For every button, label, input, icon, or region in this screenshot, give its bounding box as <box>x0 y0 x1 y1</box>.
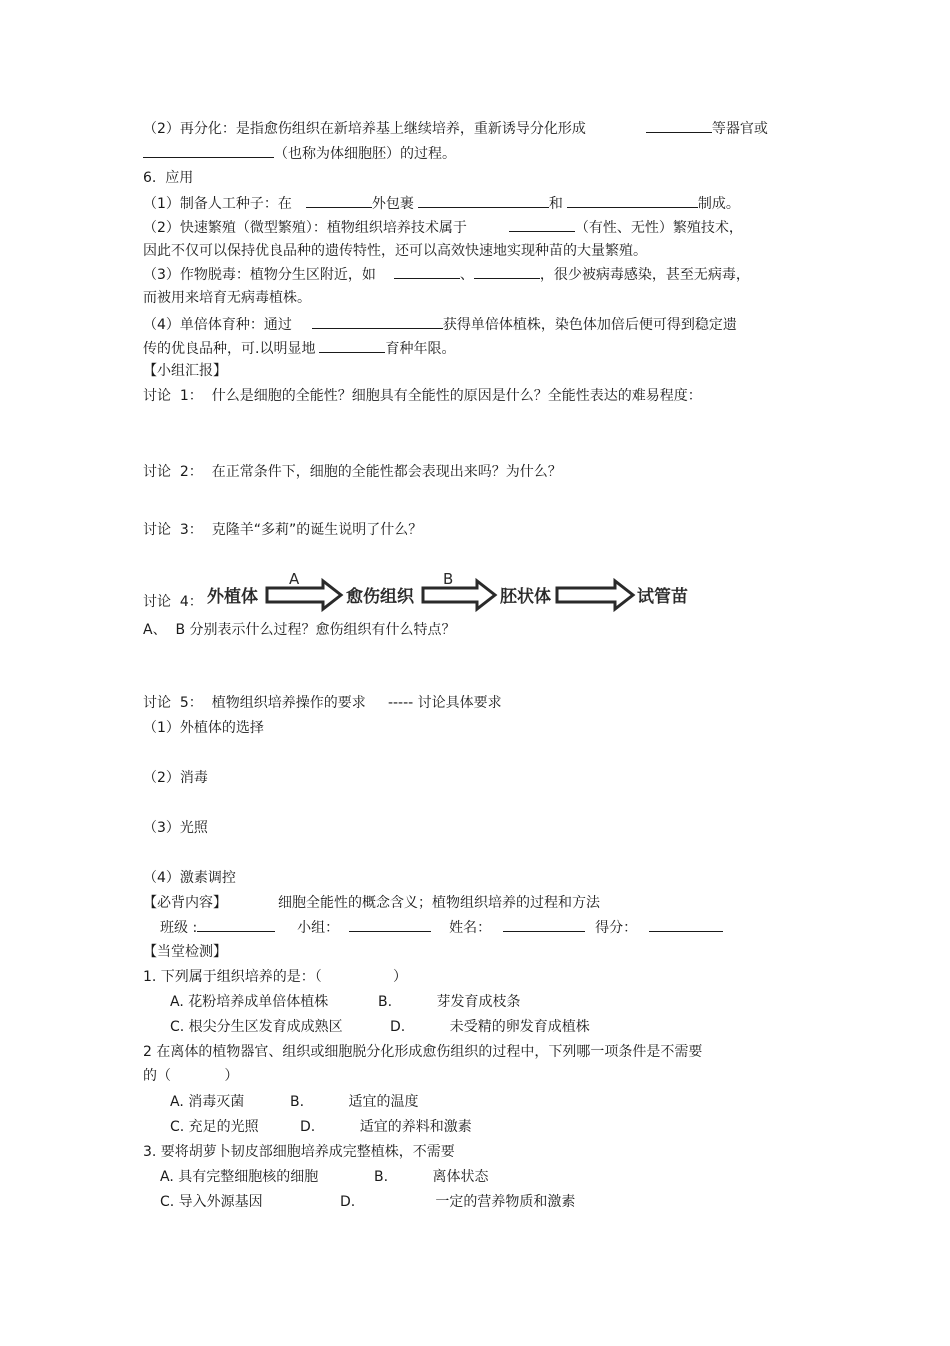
arrow-icon <box>557 581 633 609</box>
class-label: 班级 : <box>160 920 198 936</box>
text: （4）单倍体育种：通过 <box>143 317 292 333</box>
question-2-cont: 的（ ） <box>143 1068 239 1084</box>
fill-blank[interactable] <box>319 338 385 353</box>
option-c[interactable]: C. 充足的光照 <box>170 1119 259 1135</box>
arrow-b-label: B <box>443 570 454 588</box>
group-field[interactable] <box>349 917 431 932</box>
fill-blank[interactable] <box>418 193 549 208</box>
text: 育种年限。 <box>385 341 456 357</box>
text: 传的优良品种，可 <box>143 341 255 357</box>
name-field[interactable] <box>503 917 585 932</box>
application-item-4-cont <box>143 338 455 358</box>
question-1: 1. 下列属于组织培养的是：（ ） <box>143 969 408 985</box>
redifferentiation-line-2 <box>143 143 456 163</box>
text: 获得单倍体植株，染色体加倍后便可得到稳定遗 <box>442 317 737 333</box>
option-a[interactable]: A. 花粉培养成单倍体植株 <box>170 994 329 1010</box>
text: 、 <box>459 267 474 283</box>
fill-blank[interactable] <box>312 314 443 329</box>
text: （2）快速繁殖（微型繁殖）：植物组织培养技术属于 <box>143 220 467 236</box>
fill-blank[interactable] <box>509 217 575 232</box>
fill-blank[interactable] <box>474 264 540 279</box>
requirement-item: （1）外植体的选择 <box>143 720 264 736</box>
fill-blank[interactable] <box>306 193 372 208</box>
application-item-2-cont: 因此不仅可以保持优良品种的遗传特性，还可以高效快速地实现种苗的大量繁殖。 <box>143 243 647 259</box>
question-2: 2 在离体的植物器官、组织或细胞脱分化形成愈伤组织的过程中，下列哪一项条件是不需要 <box>143 1044 703 1060</box>
fill-blank[interactable] <box>143 143 274 158</box>
arrow-a-label: A <box>289 570 300 588</box>
class-field[interactable] <box>197 917 275 932</box>
option-c[interactable]: C. 根尖分生区发育成成熟区 <box>170 1019 343 1035</box>
stage-embryoid: 胚状体 <box>500 587 551 607</box>
arrow-a-icon <box>267 570 341 609</box>
text: ，很少被病毒感染，甚至无病毒， <box>539 267 750 283</box>
discussion-1: 讨论 1： 什么是细胞的全能性？细胞具有全能性的原因是什么？全能性表达的难易程度： <box>143 388 702 404</box>
text: （2）再分化：是指愈伤组织在新培养基上继续培养，重新诱导分化形成 <box>143 121 586 137</box>
section-heading: 6. 应用 <box>143 170 194 186</box>
application-item-3-cont: 而被用来培育无病毒植株。 <box>143 290 311 306</box>
stage-callus: 愈伤组织 <box>346 587 414 607</box>
option-b[interactable]: B. 适宜的温度 <box>290 1094 419 1110</box>
option-c[interactable]: C. 导入外源基因 <box>160 1194 263 1210</box>
question-3: 3. 要将胡萝卜韧皮部细胞培养成完整植株，不需要 <box>143 1144 455 1160</box>
text: 外包裹 <box>371 196 414 212</box>
option-d[interactable]: D. 适宜的养料和激素 <box>300 1119 472 1135</box>
discussion-4-question: A、 B 分别表示什么过程？愈伤组织有什么特点？ <box>143 622 456 638</box>
group-label: 小组： <box>297 920 340 936</box>
must-memorize-heading: 【必背内容】 <box>143 895 227 911</box>
application-item-1 <box>143 193 740 213</box>
stage-explant: 外植体 <box>207 587 258 607</box>
discussion-4-label: 讨论 4： <box>143 594 203 610</box>
requirement-item: （2）消毒 <box>143 770 208 786</box>
score-label: 得分： <box>595 920 638 936</box>
text: （1）制备人工种子：在 <box>143 196 292 212</box>
fill-blank[interactable] <box>567 193 698 208</box>
discussion-2: 讨论 2： 在正常条件下，细胞的全能性都会表现出来吗？为什么？ <box>143 464 562 480</box>
option-d[interactable]: D. 一定的营养物质和激素 <box>340 1194 576 1210</box>
fill-blank[interactable] <box>646 118 712 133</box>
redifferentiation-line-1 <box>143 118 768 138</box>
option-d[interactable]: D. 未受精的卵发育成植株 <box>390 1019 590 1035</box>
fill-blank[interactable] <box>394 264 460 279</box>
tissue-culture-flow-diagram <box>205 570 695 614</box>
option-a[interactable]: A. 消毒灭菌 <box>170 1094 245 1110</box>
application-item-2 <box>143 217 743 237</box>
stage-plantlet: 试管苗 <box>637 587 688 607</box>
option-a[interactable]: A. 具有完整细胞核的细胞 <box>160 1169 319 1185</box>
text: 和 <box>548 196 563 212</box>
option-b[interactable]: B. 芽发育成枝条 <box>378 994 521 1010</box>
text: 等器官或 <box>711 121 768 137</box>
text: （也称为体细胞胚）的过程。 <box>274 146 456 162</box>
discussion-5: 讨论 5： 植物组织培养操作的要求 ----- 讨论具体要求 <box>143 695 502 711</box>
requirement-item: （3）光照 <box>143 820 208 836</box>
arrow-b-icon <box>423 570 495 609</box>
student-info-row <box>160 917 723 937</box>
must-memorize-content: 细胞全能性的概念含义；植物组织培养的过程和方法 <box>278 895 600 911</box>
text: （3）作物脱毒：植物分生区附近，如 <box>143 267 376 283</box>
application-item-4 <box>143 314 737 334</box>
text: （有性、无性）繁殖技术， <box>574 220 743 236</box>
application-item-3 <box>143 264 750 284</box>
quiz-heading: 【当堂检测】 <box>143 944 227 960</box>
text: .以明显地 <box>255 341 316 357</box>
group-report-heading: 【小组汇报】 <box>143 363 227 379</box>
discussion-3: 讨论 3： 克隆羊“多莉”的诞生说明了什么？ <box>143 522 423 538</box>
option-b[interactable]: B. 离体状态 <box>374 1169 489 1185</box>
requirement-item: （4）激素调控 <box>143 870 236 886</box>
text: 制成。 <box>697 196 740 212</box>
score-field[interactable] <box>649 917 723 932</box>
name-label: 姓名： <box>449 920 492 936</box>
